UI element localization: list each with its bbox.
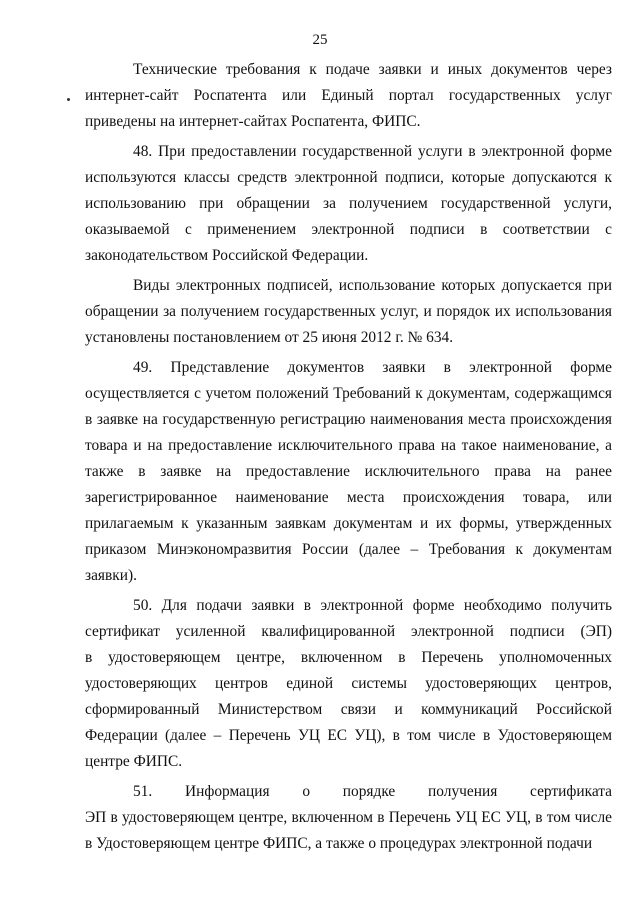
text-line: ЭП в удостоверяющем центре, включенном в Перечень УЦ ЕС УЦ, в том числе [85, 809, 612, 826]
text-line: в заявке на государственную регистрацию наименования места происхождения [85, 411, 612, 428]
text-line: используются классы средств электронной подписи, которые допускаются к [85, 169, 612, 186]
text-line: Технические требования к подаче заявки и иных документов через [133, 61, 612, 78]
text-line: 50. Для подачи заявки в электронной форме необходимо получить [133, 597, 612, 614]
text-line: осуществляется с учетом положений Требований к документам, содержащимся [85, 385, 612, 402]
text-line: интернет-сайт Роспатента или Единый портал государственных услуг [85, 87, 612, 104]
paragraph [85, 779, 612, 857]
document-body [85, 57, 612, 861]
margin-mark [67, 98, 70, 101]
text-line: Виды электронных подписей, использование которых допускается при [133, 277, 612, 294]
text-line: обращении за получением государственных услуг, и порядок их использования [85, 303, 612, 320]
text-line: сформированный Министерством связи и коммуникаций Российской [85, 701, 612, 718]
text-line: товара и на предоставление исключительного права на такое наименование, а [85, 437, 612, 454]
paragraph [85, 273, 612, 351]
text-line: приказом Минэкономразвития России (далее – Требования к документам [85, 541, 612, 558]
page-number: 25 [312, 32, 328, 48]
text-line: 48. При предоставлении государственной услуги в электронной форме [133, 143, 612, 160]
paragraph [85, 593, 612, 775]
text-line: зарегистрированное наименование места происхождения товара, или [85, 489, 612, 506]
text-line: центре ФИПС. [85, 753, 183, 770]
text-line: также в заявке на предоставление исключительного права на ранее [85, 463, 612, 480]
text-line: законодательством Российской Федерации. [85, 247, 369, 264]
text-line: оказываемой с применением электронной подписи в соответствии с [85, 221, 612, 238]
text-line: использованию при обращении за получением государственной услуги, [85, 195, 612, 212]
text-line: Федерации (далее – Перечень УЦ ЕС УЦ), в том числе в Удостоверяющем [85, 727, 612, 744]
text-line: в удостоверяющем центре, включенном в Перечень уполномоченных [85, 649, 612, 666]
text-line: 49. Представление документов заявки в электронной форме [133, 359, 612, 376]
text-line: приведены на интернет-сайтах Роспатента, ФИПС. [85, 113, 421, 130]
text-line: удостоверяющих центров единой системы удостоверяющих центров, [85, 675, 612, 692]
paragraph [85, 355, 612, 589]
text-line: прилагаемым к указанным заявкам документам и их формы, утвержденных [85, 515, 612, 532]
text-line: в Удостоверяющем центре ФИПС, а также о процедурах электронной подачи [85, 835, 593, 852]
text-line: заявки). [85, 567, 137, 584]
paragraph [85, 139, 612, 269]
text-line: установлены постановлением от 25 июня 2012 г. № 634. [85, 329, 454, 346]
text-line: 51. Информация о порядке получения сертификата [133, 783, 612, 800]
paragraph [85, 57, 612, 135]
text-line: сертификат усиленной квалифицированной электронной подписи (ЭП) [85, 623, 612, 640]
